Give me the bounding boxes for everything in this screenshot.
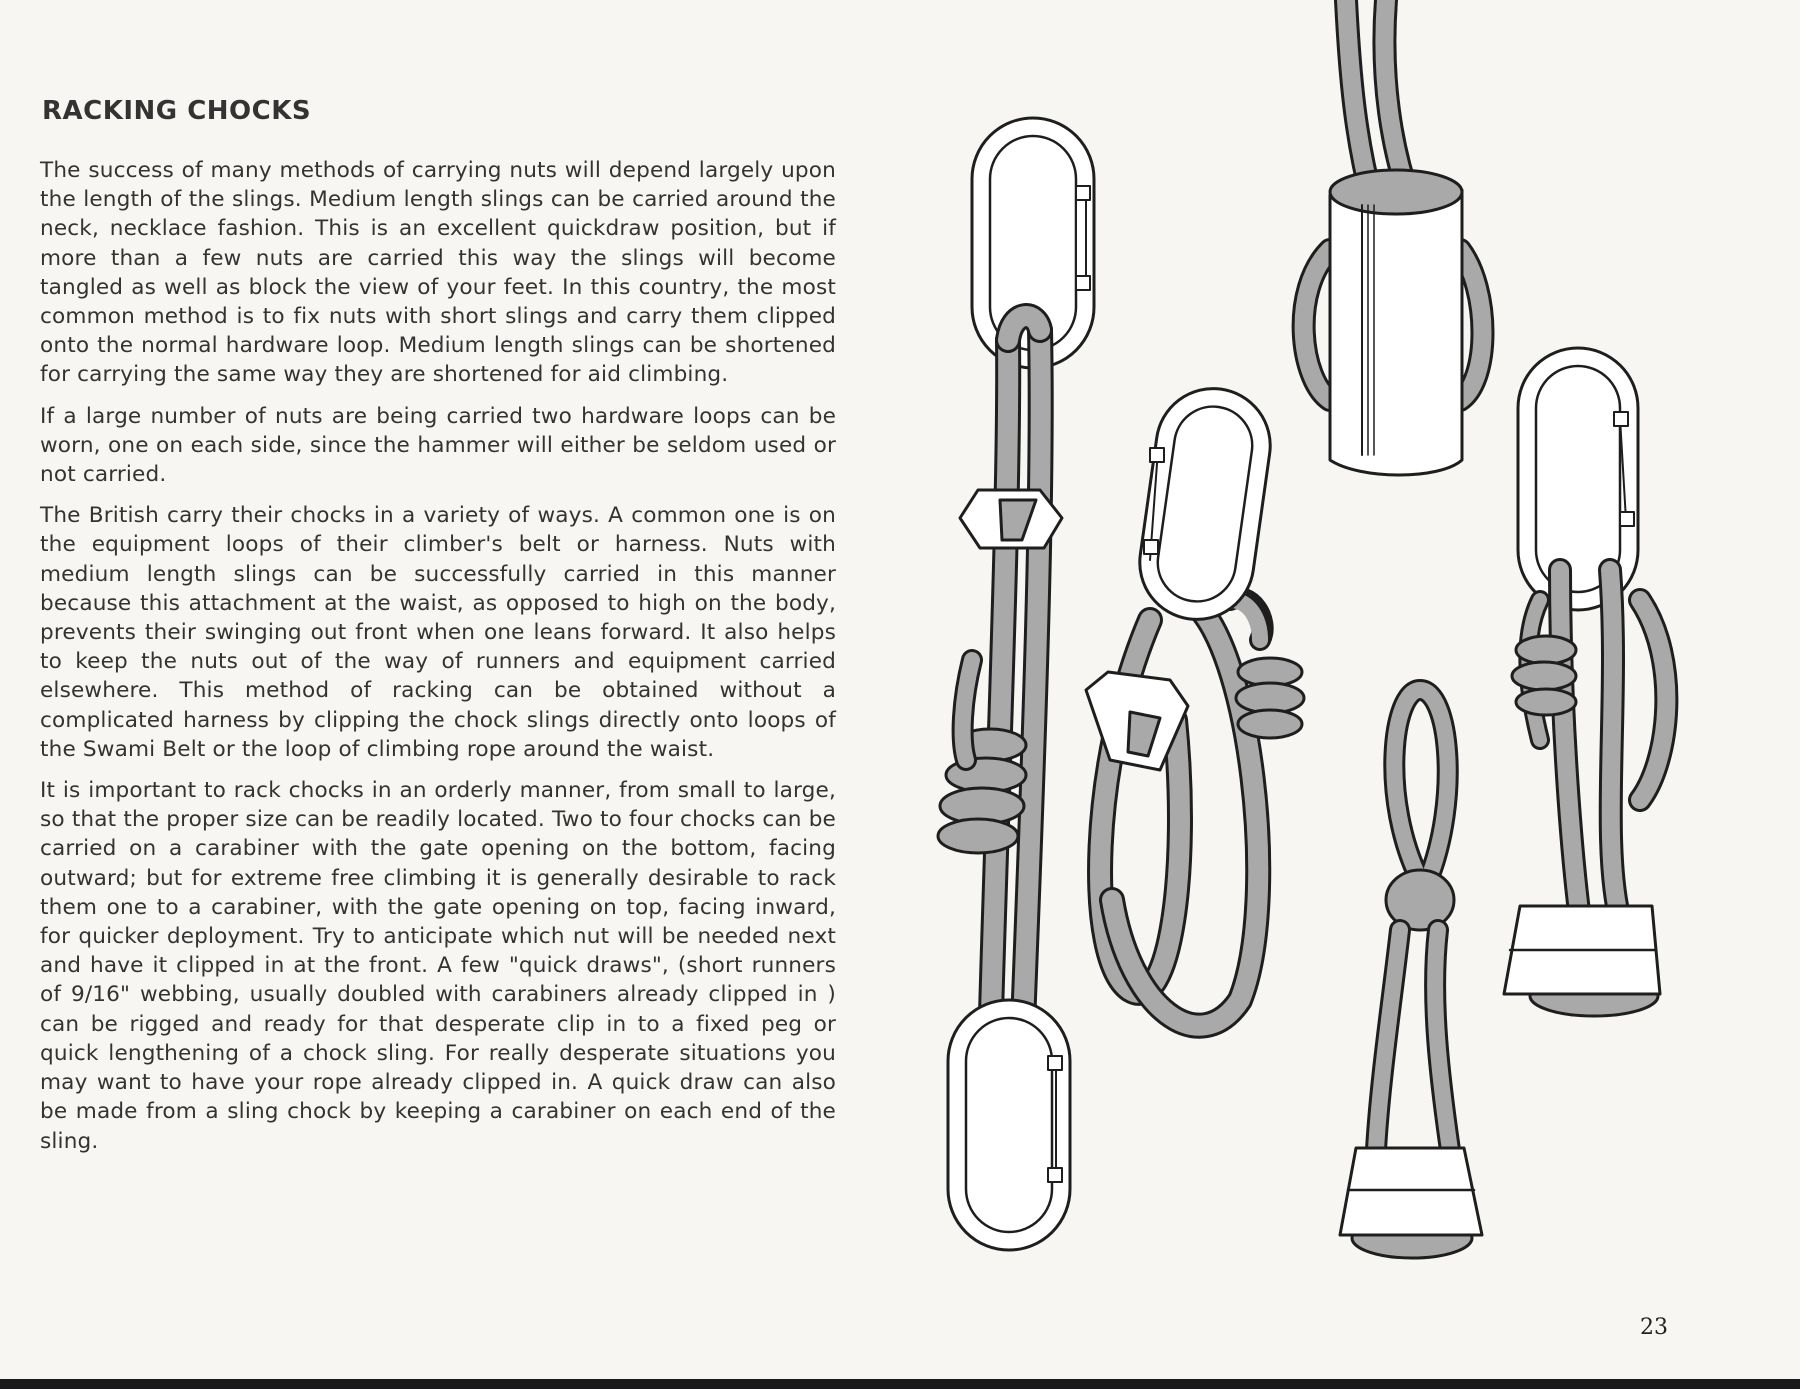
sling-icon: [1512, 570, 1666, 920]
paragraph: It is important to rack chocks in an orderly manner, from small to large, so that the proper size can be readily located. Two to four chocks can be carried on a carabiner with the gate opening on the bottom, facing outward; but for extreme free climbing it is generally desirable to rack them one to a carabiner, with the gate opening on top, facing inward, for quicker deployment. Try to anticipate which nut will be needed next and have it clipped in at the front. A few "quick draws", (short runners of 9/16" webbing, usually doubled with carabiners already clipped in ) can be rigged and ready for that desperate clip in to a fixed peg or quick lengthening of a chock sling. For really desperate situations you may want to have your rope already clipped in. A quick draw can also be made from a sling chock by keeping a carabiner on each end of the sling.: [40, 778, 836, 1154]
sling-icon: [1100, 598, 1304, 1026]
sling-icon: [1376, 690, 1454, 1150]
page-bottom-edge: [0, 1379, 1800, 1389]
chock-racking-illustration: [900, 0, 1800, 1389]
page-heading: RACKING CHOCKS: [42, 96, 312, 126]
paragraph: If a large number of nuts are being carried two hardware loops can be worn, one on each side, since the hammer will either be seldom used or not carried.: [40, 403, 836, 488]
paragraph: The success of many methods of carrying nuts will depend largely upon the length of the slings. Medium length slings can be carried around the neck, necklace fashion. This is an excellent quickdraw position, but if more than a few nuts are carried this way the slings will become tangled as well as block the view of your feet. In this country, the most common method is to fix nuts with short slings and carry them clipped onto the normal hardware loop. Medium length slings can be shortened for carrying the same way they are shortened for aid climbing.: [40, 158, 836, 388]
wedge-chock-icon: [1340, 1148, 1482, 1258]
paragraph: The British carry their chocks in a variety of ways. A common one is on the equipment loops of their climber's belt or harness. Nuts with medium length slings can be successfully carried in this manner because this attachment at the waist, as opposed to high on the body, prevents their swinging out front when one leans forward. It also helps to keep the nuts out of the way of runners and equipment carried elsewhere. This method of racking can be obtained without a complicated harness by clipping the chock slings directly onto loops of the Swami Belt or the loop of climbing rope around the waist.: [40, 503, 836, 762]
carabiner-icon: [948, 1000, 1070, 1250]
hex-nut-icon: [960, 490, 1062, 548]
carabiner-icon: [1132, 381, 1277, 627]
body-text: [40, 156, 836, 1168]
wedge-chock-icon: [1504, 906, 1660, 1016]
sling-icon: [938, 316, 1041, 1050]
tube-chock-icon: [1330, 170, 1462, 475]
page-number: 23: [1640, 1315, 1668, 1340]
